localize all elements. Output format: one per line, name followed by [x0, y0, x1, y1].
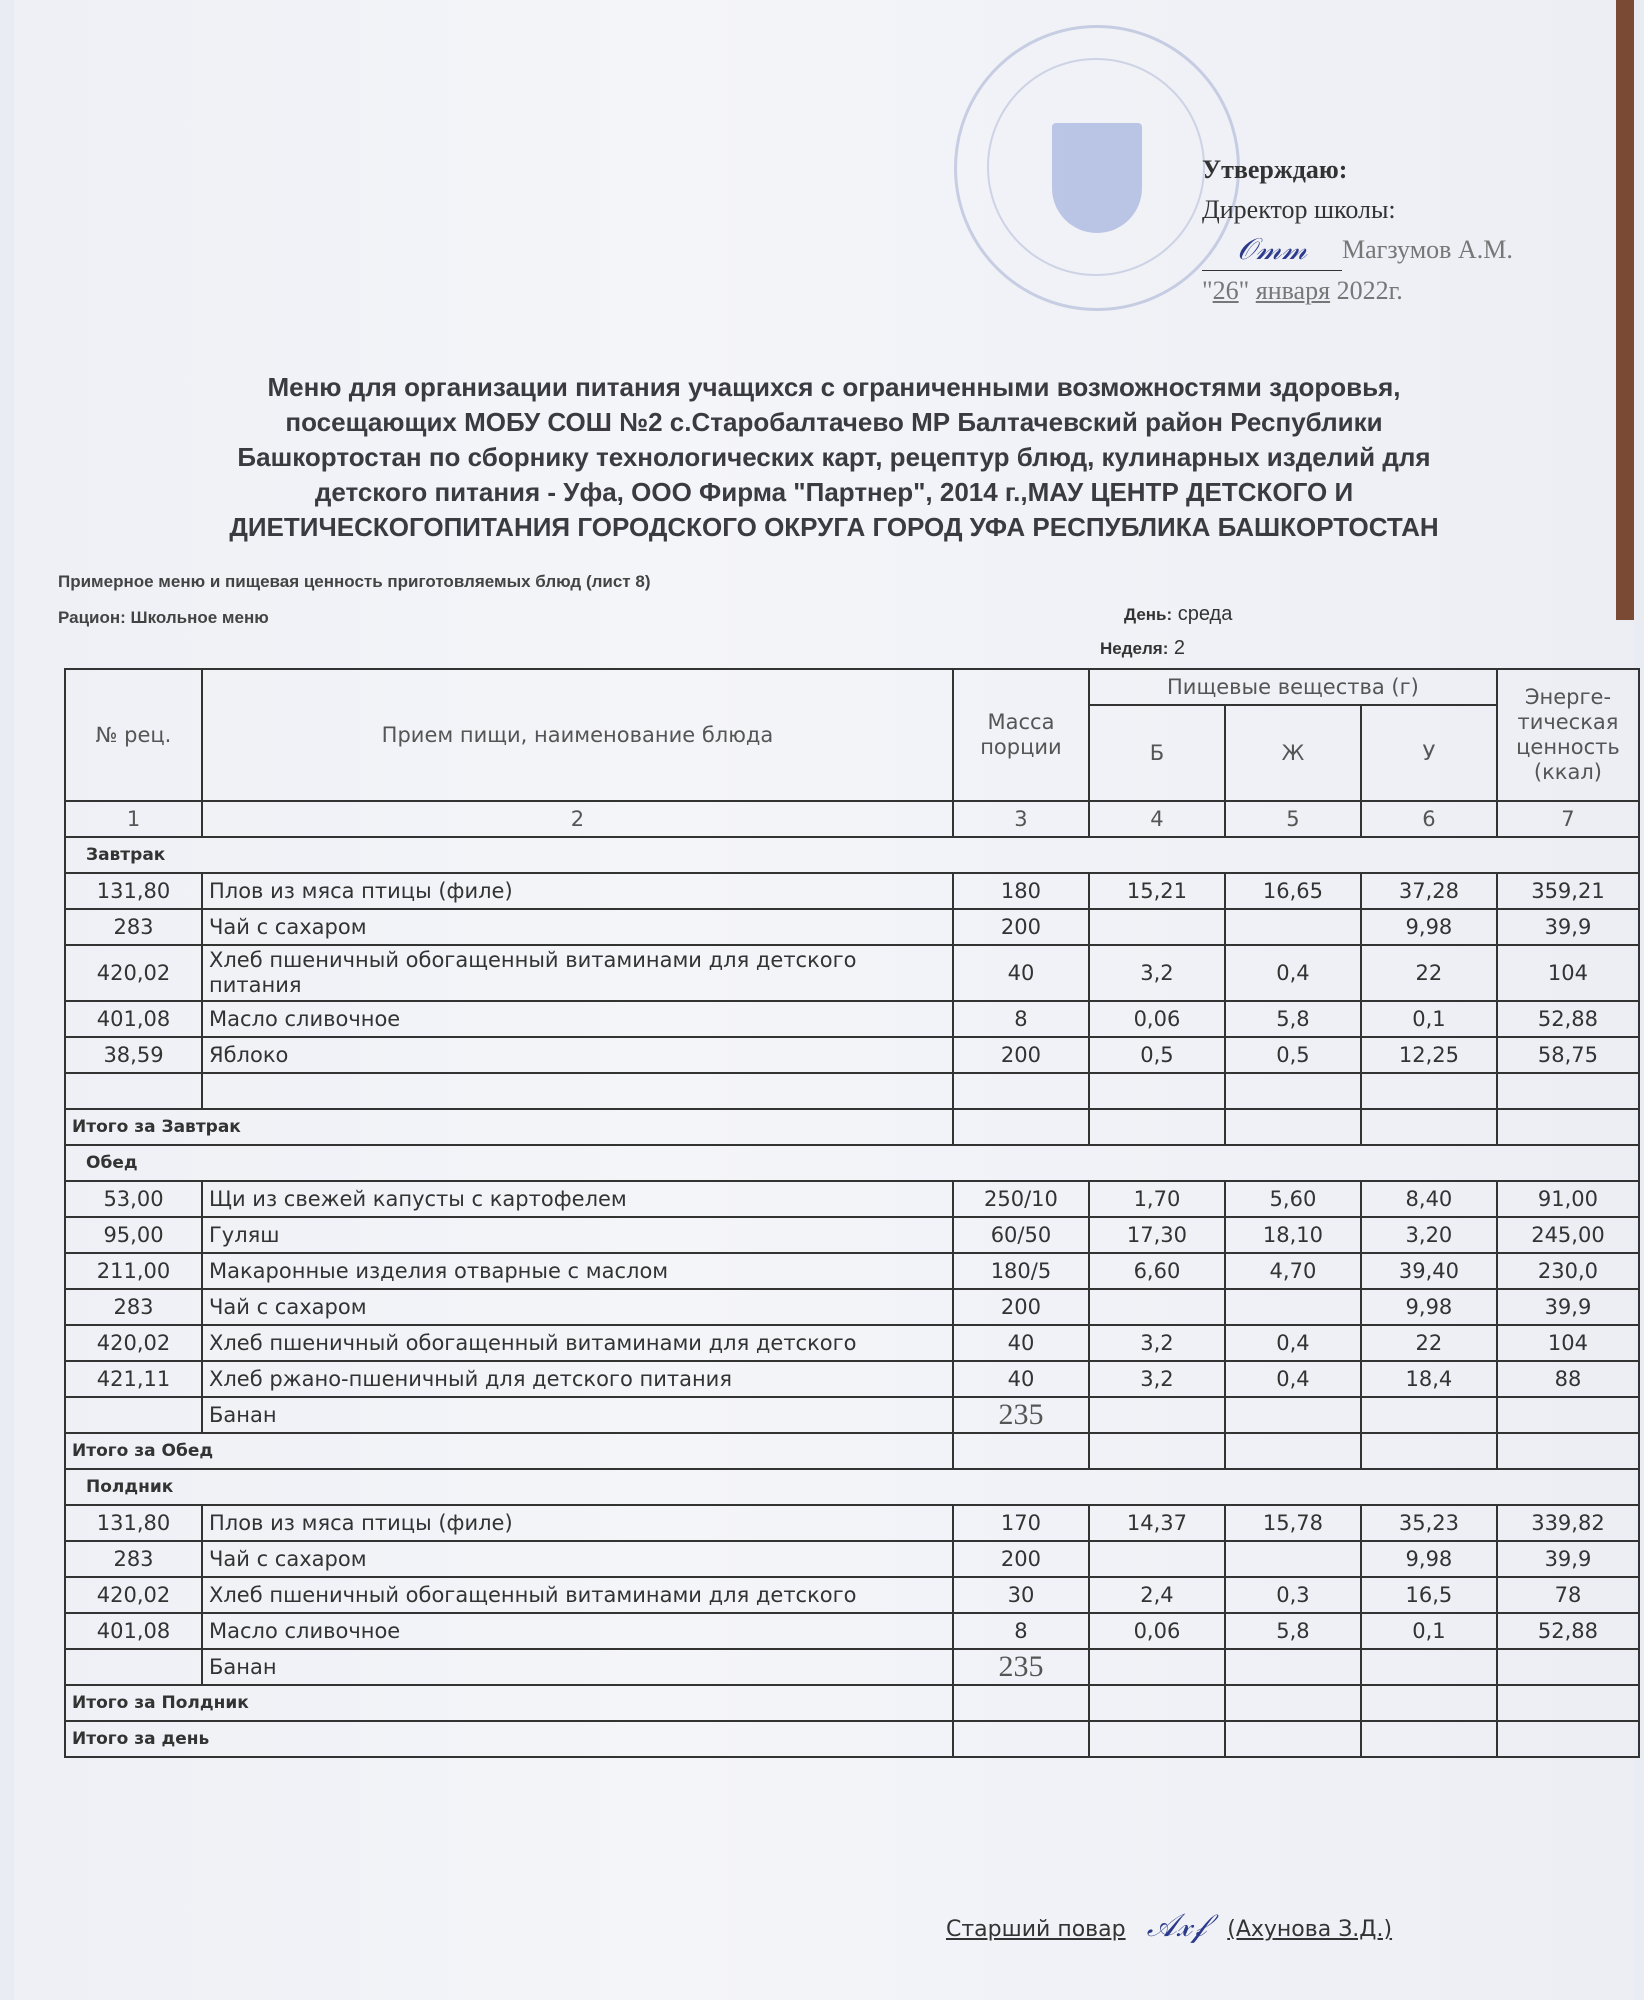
carbs: 39,40: [1361, 1253, 1497, 1289]
recipe-number: 283: [65, 1541, 202, 1577]
dish-name: Масло сливочное: [202, 1613, 953, 1649]
table-row: [65, 1577, 1639, 1613]
fat: 0,4: [1225, 1361, 1361, 1397]
energy: 58,75: [1497, 1037, 1639, 1073]
protein: 3,2: [1089, 1325, 1225, 1361]
total-cell: [1497, 1721, 1639, 1757]
approval-day: 26: [1212, 276, 1239, 305]
carbs: 18,4: [1361, 1361, 1497, 1397]
total-label: Итого за день: [65, 1721, 953, 1757]
total-row: [65, 1721, 1639, 1757]
footer: [946, 1905, 1406, 1950]
portion-mass: [953, 1073, 1089, 1109]
column-index: 7: [1497, 801, 1639, 837]
table-row: [65, 1649, 1639, 1685]
protein: 2,4: [1089, 1577, 1225, 1613]
total-cell: [1497, 1685, 1639, 1721]
carbs: 3,20: [1361, 1217, 1497, 1253]
header-protein: Б: [1089, 705, 1225, 801]
coat-of-arms-icon: [1052, 123, 1142, 233]
dish-name: Хлеб пшеничный обогащенный витаминами для детского: [202, 1325, 953, 1361]
table-row: [65, 1181, 1639, 1217]
protein: 0,06: [1089, 1001, 1225, 1037]
carbs: 0,1: [1361, 1613, 1497, 1649]
dish-name: Плов из мяса птицы (филе): [202, 873, 953, 909]
header-fat: Ж: [1225, 705, 1361, 801]
dish-name: Плов из мяса птицы (филе): [202, 1505, 953, 1541]
energy: 230,0: [1497, 1253, 1639, 1289]
column-index: 6: [1361, 801, 1497, 837]
total-row: [65, 1685, 1639, 1721]
protein: [1089, 909, 1225, 945]
recipe-number: 211,00: [65, 1253, 202, 1289]
recipe-number: 53,00: [65, 1181, 202, 1217]
dish-name: Яблоко: [202, 1037, 953, 1073]
table-row: [65, 909, 1639, 945]
fat: [1225, 1073, 1361, 1109]
total-cell: [953, 1433, 1089, 1469]
portion-mass: 200: [953, 1541, 1089, 1577]
total-cell: [1497, 1433, 1639, 1469]
carbs: 8,40: [1361, 1181, 1497, 1217]
energy: 52,88: [1497, 1613, 1639, 1649]
energy: 91,00: [1497, 1181, 1639, 1217]
total-label: Итого за Завтрак: [65, 1109, 953, 1145]
title-line: Меню для организации питания учащихся с ограниченными возможностями здоровья,: [267, 372, 1401, 402]
energy: 359,21: [1497, 873, 1639, 909]
cook-role: Старший повар: [946, 1917, 1126, 1942]
total-cell: [1225, 1721, 1361, 1757]
energy: 104: [1497, 1325, 1639, 1361]
protein: 1,70: [1089, 1181, 1225, 1217]
title-line: ДИЕТИЧЕСКОГОПИТАНИЯ ГОРОДСКОГО ОКРУГА ГОРОД УФА РЕСПУБЛИКА БАШКОРТОСТАН: [229, 512, 1439, 542]
header-carbs: У: [1361, 705, 1497, 801]
recipe-number: [65, 1649, 202, 1685]
section-row: [65, 1145, 1639, 1181]
subtitle: Примерное меню и пищевая ценность приготовляемых блюд (лист 8): [58, 572, 651, 591]
table-row: [65, 1505, 1639, 1541]
recipe-number: 131,80: [65, 1505, 202, 1541]
total-cell: [953, 1685, 1089, 1721]
energy: 39,9: [1497, 909, 1639, 945]
table-row: [65, 1217, 1639, 1253]
portion-mass: 180/5: [953, 1253, 1089, 1289]
section-title: Полдник: [65, 1469, 1639, 1505]
table-row: [65, 1325, 1639, 1361]
carbs: 37,28: [1361, 873, 1497, 909]
recipe-number: 401,08: [65, 1613, 202, 1649]
official-seal: [954, 25, 1240, 311]
table-row: [65, 1541, 1639, 1577]
approval-block: Утверждаю: Директор школы: 𝒪𝓂𝓂 Магзумов А.М. "26" января 2022г.: [1202, 150, 1513, 311]
header-mass: Масса порции: [953, 669, 1089, 801]
approval-year: 2022г.: [1336, 276, 1403, 305]
protein: [1089, 1397, 1225, 1433]
total-row: [65, 1433, 1639, 1469]
column-index: 4: [1089, 801, 1225, 837]
total-label: Итого за Полдник: [65, 1685, 953, 1721]
total-cell: [1361, 1685, 1497, 1721]
dish-name: Макаронные изделия отварные с маслом: [202, 1253, 953, 1289]
table-row: [65, 1397, 1639, 1433]
title-line: посещающих МОБУ СОШ №2 с.Старобалтачево МР Балтачевский район Республики: [285, 407, 1383, 437]
approval-label: Утверждаю:: [1202, 155, 1348, 184]
fat: 5,8: [1225, 1001, 1361, 1037]
energy: [1497, 1649, 1639, 1685]
table-row: [65, 1037, 1639, 1073]
protein: 0,5: [1089, 1037, 1225, 1073]
recipe-number: [65, 1397, 202, 1433]
table-row: [65, 1289, 1639, 1325]
table-row: [65, 1001, 1639, 1037]
protein: 14,37: [1089, 1505, 1225, 1541]
title-line: детского питания - Уфа, ООО Фирма "Партнер", 2014 г.,МАУ ЦЕНТР ДЕТСКОГО И: [314, 477, 1354, 507]
energy: 78: [1497, 1577, 1639, 1613]
total-row: [65, 1109, 1639, 1145]
energy: 339,82: [1497, 1505, 1639, 1541]
portion-mass: 60/50: [953, 1217, 1089, 1253]
dish-name: Хлеб пшеничный обогащенный витаминами для детского питания: [202, 945, 953, 1001]
week-label: Неделя:: [1100, 639, 1169, 658]
total-cell: [1225, 1685, 1361, 1721]
carbs: 9,98: [1361, 1541, 1497, 1577]
column-index: 1: [65, 801, 202, 837]
dish-name: Гуляш: [202, 1217, 953, 1253]
fat: 18,10: [1225, 1217, 1361, 1253]
fat: 0,5: [1225, 1037, 1361, 1073]
approval-position: Директор школы:: [1202, 195, 1396, 224]
dish-name: Хлеб ржано-пшеничный для детского питания: [202, 1361, 953, 1397]
protein: 3,2: [1089, 1361, 1225, 1397]
carbs: 12,25: [1361, 1037, 1497, 1073]
fat: 15,78: [1225, 1505, 1361, 1541]
dish-name: Масло сливочное: [202, 1001, 953, 1037]
protein: 0,06: [1089, 1613, 1225, 1649]
header-num: № рец.: [65, 669, 202, 801]
total-cell: [1089, 1685, 1225, 1721]
recipe-number: 283: [65, 1289, 202, 1325]
energy: 39,9: [1497, 1541, 1639, 1577]
fat: [1225, 909, 1361, 945]
section-title: Обед: [65, 1145, 1639, 1181]
director-signature: 𝒪𝓂𝓂: [1202, 230, 1342, 271]
cook-name: (Ахунова З.Д.): [1227, 1917, 1393, 1942]
approval-month: января: [1255, 276, 1331, 305]
table-row: [65, 1073, 1639, 1109]
section-row: [65, 837, 1639, 873]
portion-mass: 200: [953, 1037, 1089, 1073]
energy: 245,00: [1497, 1217, 1639, 1253]
column-index: 2: [202, 801, 953, 837]
energy: [1497, 1397, 1639, 1433]
energy: 39,9: [1497, 1289, 1639, 1325]
portion-mass: 200: [953, 1289, 1089, 1325]
portion-mass: 40: [953, 945, 1089, 1001]
dish-name: Щи из свежей капусты с картофелем: [202, 1181, 953, 1217]
protein: 3,2: [1089, 945, 1225, 1001]
document-title: [44, 370, 1624, 545]
recipe-number: 38,59: [65, 1037, 202, 1073]
carbs: 22: [1361, 1325, 1497, 1361]
total-cell: [1089, 1721, 1225, 1757]
total-cell: [1225, 1109, 1361, 1145]
carbs: [1361, 1073, 1497, 1109]
week-value: 2: [1173, 637, 1186, 659]
fat: 0,4: [1225, 1325, 1361, 1361]
cook-signature: 𝒜𝓍𝒻: [1146, 1907, 1207, 1943]
dish-name: Чай с сахаром: [202, 909, 953, 945]
portion-mass: 180: [953, 873, 1089, 909]
recipe-number: 420,02: [65, 1325, 202, 1361]
portion-mass: 8: [953, 1001, 1089, 1037]
fat: 5,8: [1225, 1613, 1361, 1649]
table-row: [65, 1253, 1639, 1289]
portion-mass: 40: [953, 1325, 1089, 1361]
day-label: День:: [1124, 605, 1173, 624]
total-cell: [1089, 1433, 1225, 1469]
carbs: 22: [1361, 945, 1497, 1001]
portion-mass: 170: [953, 1505, 1089, 1541]
carbs: [1361, 1649, 1497, 1685]
fat: 0,4: [1225, 945, 1361, 1001]
recipe-number: [65, 1073, 202, 1109]
title-line: Башкортостан по сборнику технологических карт, рецептур блюд, кулинарных изделий для: [237, 442, 1431, 472]
portion-mass: 235: [953, 1649, 1089, 1685]
recipe-number: 401,08: [65, 1001, 202, 1037]
recipe-number: 420,02: [65, 1577, 202, 1613]
energy: 88: [1497, 1361, 1639, 1397]
dish-name: Чай с сахаром: [202, 1289, 953, 1325]
portion-mass: 30: [953, 1577, 1089, 1613]
portion-mass: 250/10: [953, 1181, 1089, 1217]
total-cell: [1497, 1109, 1639, 1145]
dish-name: Чай с сахаром: [202, 1541, 953, 1577]
header-energy: Энерге-тическая ценность (ккал): [1497, 669, 1639, 801]
column-index: 5: [1225, 801, 1361, 837]
carbs: 9,98: [1361, 909, 1497, 945]
fat: 0,3: [1225, 1577, 1361, 1613]
total-cell: [1089, 1109, 1225, 1145]
total-cell: [953, 1109, 1089, 1145]
portion-mass: 8: [953, 1613, 1089, 1649]
table-row: [65, 1613, 1639, 1649]
portion-mass: 40: [953, 1361, 1089, 1397]
dish-name: Хлеб пшеничный обогащенный витаминами для детского: [202, 1577, 953, 1613]
total-cell: [1361, 1721, 1497, 1757]
protein: 15,21: [1089, 873, 1225, 909]
portion-mass: 235: [953, 1397, 1089, 1433]
carbs: 0,1: [1361, 1001, 1497, 1037]
energy: [1497, 1073, 1639, 1109]
column-index: 3: [953, 801, 1089, 837]
energy: 104: [1497, 945, 1639, 1001]
fat: [1225, 1649, 1361, 1685]
fat: 5,60: [1225, 1181, 1361, 1217]
section-title: Завтрак: [65, 837, 1639, 873]
protein: [1089, 1073, 1225, 1109]
recipe-number: 420,02: [65, 945, 202, 1001]
header-name: Прием пищи, наименование блюда: [202, 669, 953, 801]
approval-name: Магзумов А.М.: [1342, 235, 1513, 264]
protein: 17,30: [1089, 1217, 1225, 1253]
dish-name: [202, 1073, 953, 1109]
recipe-number: 283: [65, 909, 202, 945]
energy: 52,88: [1497, 1001, 1639, 1037]
day-value: среда: [1177, 603, 1233, 625]
fat: [1225, 1289, 1361, 1325]
recipe-number: 131,80: [65, 873, 202, 909]
table-row: [65, 945, 1639, 1001]
total-label: Итого за Обед: [65, 1433, 953, 1469]
document-page: [14, 0, 1634, 2000]
header-nutrients: Пищевые вещества (г): [1089, 669, 1497, 705]
total-cell: [1361, 1433, 1497, 1469]
protein: [1089, 1649, 1225, 1685]
table-row: [65, 873, 1639, 909]
fat: 16,65: [1225, 873, 1361, 909]
portion-mass: 200: [953, 909, 1089, 945]
ration: Рацион: Школьное меню: [58, 608, 269, 627]
fat: [1225, 1541, 1361, 1577]
protein: 6,60: [1089, 1253, 1225, 1289]
fat: 4,70: [1225, 1253, 1361, 1289]
total-cell: [1225, 1433, 1361, 1469]
carbs: 16,5: [1361, 1577, 1497, 1613]
total-cell: [1361, 1109, 1497, 1145]
dish-name: Банан: [202, 1397, 953, 1433]
menu-table: [64, 668, 1640, 1758]
recipe-number: 421,11: [65, 1361, 202, 1397]
total-cell: [953, 1721, 1089, 1757]
table-row: [65, 1361, 1639, 1397]
fat: [1225, 1397, 1361, 1433]
carbs: 35,23: [1361, 1505, 1497, 1541]
section-row: [65, 1469, 1639, 1505]
carbs: [1361, 1397, 1497, 1433]
carbs: 9,98: [1361, 1289, 1497, 1325]
protein: [1089, 1541, 1225, 1577]
dish-name: Банан: [202, 1649, 953, 1685]
protein: [1089, 1289, 1225, 1325]
recipe-number: 95,00: [65, 1217, 202, 1253]
